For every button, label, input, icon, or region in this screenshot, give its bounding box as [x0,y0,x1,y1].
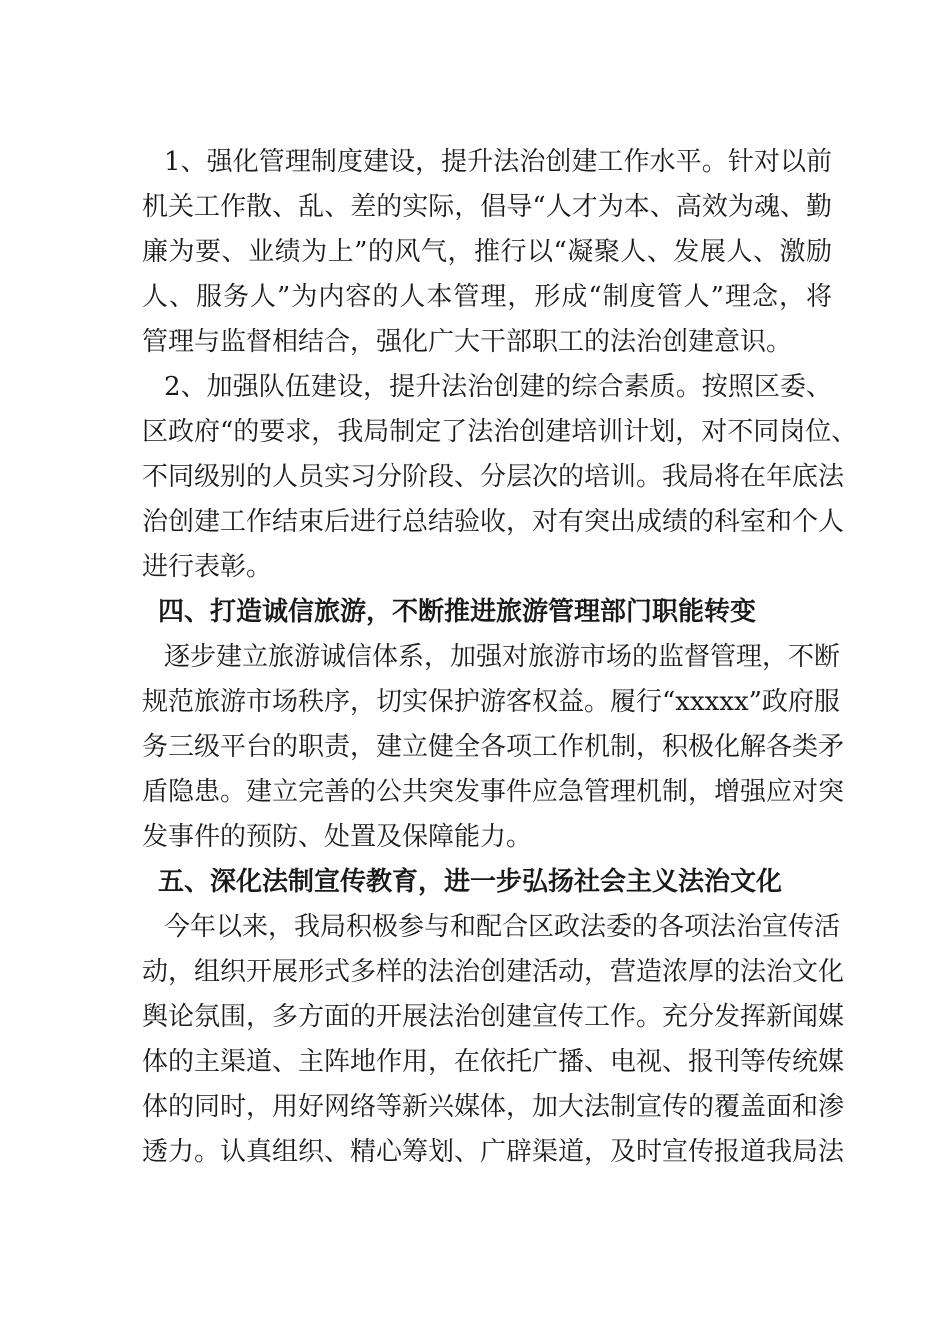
paragraph-2-line-2: 区政府“的要求，我局制定了法治创建培训计划，对不同岗位、 [142,417,858,447]
paragraph-2-line-5: 进行表彰。 [142,552,273,582]
paragraph-1-line-2: 机关工作散、乱、差的实际，倡导“人才为本、高效为魂、勤 [142,192,832,222]
paragraph-3-line-4: 盾隐患。建立完善的公共突发事件应急管理机制，增强应对突 [142,777,845,807]
paragraph-4-line-1: 今年以来，我局积极参与和配合区政法委的各项法治宣传活 [164,912,841,942]
paragraph-1-line-4: 人、服务人”为内容的人本管理，形成“制度管人”理念，将 [142,282,832,312]
paragraph-3-line-5: 发事件的预防、处置及保障能力。 [142,822,533,852]
section-heading-4: 四、打造诚信旅游，不断推进旅游管理部门职能转变 [158,597,757,627]
paragraph-3-line-1: 逐步建立旅游诚信体系，加强对旅游市场的监督管理，不断 [164,642,841,672]
paragraph-4-line-6: 透力。认真组织、精心筹划、广辟渠道，及时宣传报道我局法 [142,1137,845,1167]
paragraph-1-line-3: 廉为要、业绩为上”的风气，推行以“凝聚人、发展人、激励 [142,237,832,267]
paragraph-4-line-5: 体的同时，用好网络等新兴媒体，加大法制宣传的覆盖面和渗 [142,1092,845,1122]
paragraph-2-line-1: 2、加强队伍建设，提升法治创建的综合素质。按照区委、 [164,372,832,402]
paragraph-2-line-4: 治创建工作结束后进行总结验收，对有突出成绩的科室和个人 [142,507,845,537]
paragraph-4-line-4: 体的主渠道、主阵地作用，在依托广播、电视、报刊等传统媒 [142,1047,845,1077]
paragraph-2-line-3: 不同级别的人员实习分阶段、分层次的培训。我局将在年底法 [142,462,845,492]
paragraph-4-line-3: 舆论氛围，多方面的开展法治创建宣传工作。充分发挥新闻媒 [142,1002,845,1032]
section-heading-5: 五、深化法制宣传教育，进一步弘扬社会主义法治文化 [158,867,783,897]
paragraph-3-line-3: 务三级平台的职责，建立健全各项工作机制，积极化解各类矛 [142,732,845,762]
paragraph-4-line-2: 动，组织开展形式多样的法治创建活动，营造浓厚的法治文化 [142,957,845,987]
paragraph-3-line-2: 规范旅游市场秩序，切实保护游客权益。履行“xxxxx”政府服 [142,687,840,717]
paragraph-1-line-1: 1、强化管理制度建设，提升法治创建工作水平。针对以前 [164,147,832,177]
paragraph-1-line-5: 管理与监督相结合，强化广大干部职工的法治创建意识。 [142,327,793,357]
